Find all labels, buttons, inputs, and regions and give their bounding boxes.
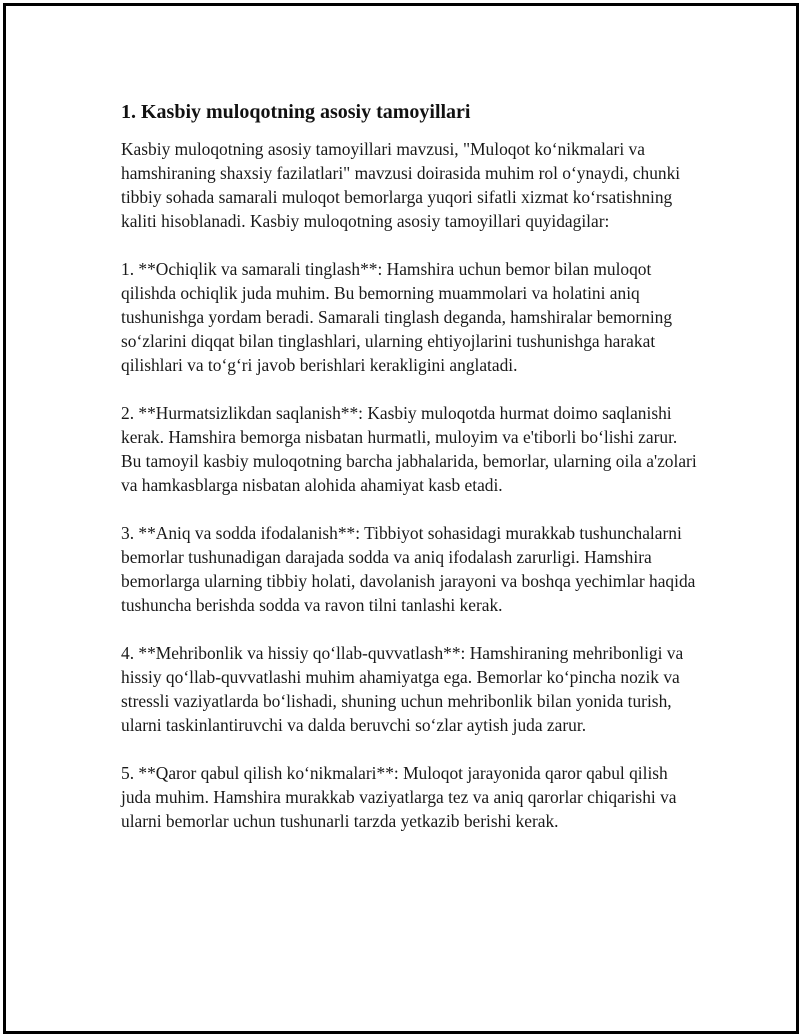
principle-2-paragraph: 2. **Hurmatsizlikdan saqlanish**: Kasbiy muloqotda hurmat doimo saqlanishi kerak. Hamshira bemorga nisbatan hurmatli, muloyim va e'tiborli boʻlishi zarur. Bu tamoyil kasbiy muloqotning barcha jabhalarida, bemorlar, ularning oila a'zolari va hamkasblarga nisbatan alohida ahamiyat kasb etadi. xyxy=(121,403,697,495)
section-heading: 1. Kasbiy muloqotning asosiy tamoyillari xyxy=(121,101,471,123)
principle-4-paragraph: 4. **Mehribonlik va hissiy qoʻllab-quvvatlash**: Hamshiraning mehribonligi va hissiy qoʻllab-quvvatlashi muhim ahamiyatga ega. Bemorlar koʻpincha nozik va stressli vaziyatlarda boʻlishadi, shuning uchun mehribonlik bilan yonida turish, ularni taskinlantiruvchi va dalda beruvchi soʻzlar aytish juda zarur. xyxy=(121,643,684,735)
intro-paragraph: Kasbiy muloqotning asosiy tamoyillari mavzusi, "Muloqot koʻnikmalari va hamshiraning shaxsiy fazilatlari" mavzusi doirasida muhim rol oʻynaydi, chunki tibbiy sohada samarali muloqot bemorlarga yuqori sifatli xizmat koʻrsatishning kaliti hisoblanadi. Kasbiy muloqotning asosiy tamoyillari quyidagilar: xyxy=(121,139,681,231)
document-body xyxy=(121,99,701,857)
principle-5-paragraph: 5. **Qaror qabul qilish koʻnikmalari**: Muloqot jarayonida qaror qabul qilish juda muhim. Hamshira murakkab vaziyatlarga tez va aniq qarorlar chiqarishi va ularni bemorlar uchun tushunarli tarzda yetkazib berishi kerak. xyxy=(121,763,677,831)
principle-3-paragraph: 3. **Aniq va sodda ifodalanish**: Tibbiyot sohasidagi murakkab tushunchalarni bemorlar tushunadigan darajada sodda va aniq ifodalash zarurligi. Hamshira bemorlarga ularning tibbiy holati, davolanish jarayoni va boshqa yechimlar haqida tushuncha berishda sodda va ravon tilni tanlashi kerak. xyxy=(121,523,696,615)
page-frame xyxy=(3,3,799,1034)
principle-1-paragraph: 1. **Ochiqlik va samarali tinglash**: Hamshira uchun bemor bilan muloqot qilishda ochiqlik juda muhim. Bu bemorning muammolari va holatini aniq tushunishga yordam beradi. Samarali tinglash deganda, hamshiralar bemorning soʻzlarini diqqat bilan tinglashlari, ularning ehtiyojlarini tushunishga harakat qilishlari va toʻgʻri javob berishlari kerakligini anglatadi. xyxy=(121,259,673,375)
